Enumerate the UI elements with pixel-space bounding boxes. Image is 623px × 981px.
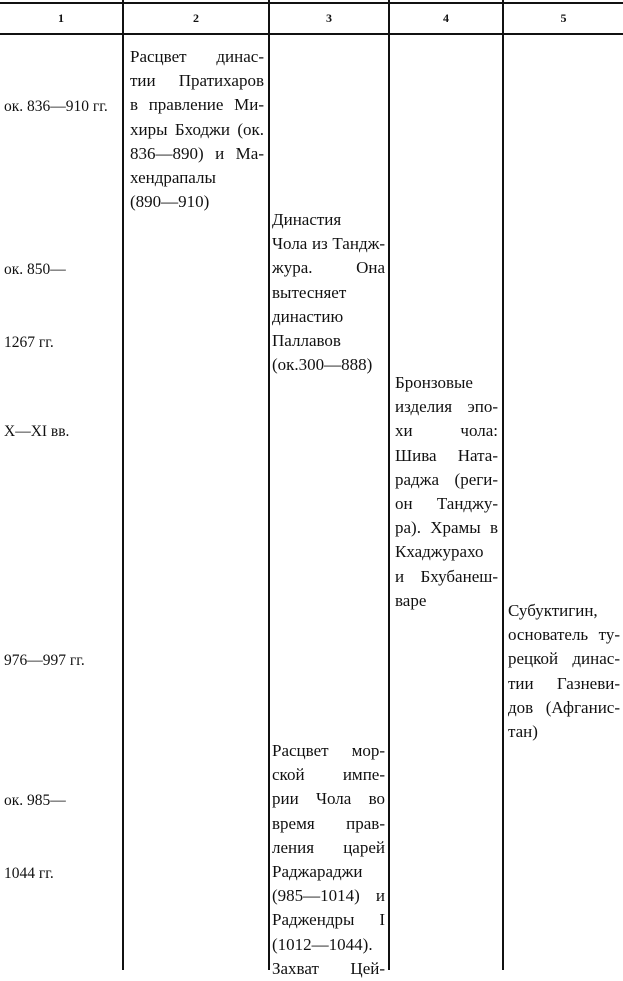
header-col-2: 2: [193, 10, 199, 25]
text-line: Династия: [272, 210, 342, 229]
text-line: (890—910): [130, 192, 210, 212]
date-line: X—XI вв.: [4, 423, 70, 441]
column-divider-1: [122, 0, 124, 970]
text-line: Бронзовые: [395, 373, 473, 392]
text-line: он Танджу-: [395, 494, 498, 514]
row-col3-text: [272, 739, 385, 981]
row-date: [4, 601, 85, 722]
text-line: изделия эпо-: [395, 397, 498, 417]
text-line: хендрапалы: [130, 168, 216, 188]
text-line: Шива Ната-: [395, 445, 498, 465]
row-col4-text: [395, 371, 498, 613]
text-line: дов (Афганис-: [508, 697, 620, 717]
row-date: [4, 741, 66, 935]
text-line: Раджендры I: [272, 910, 385, 930]
text-line: Раджараджи: [272, 862, 363, 882]
text-line: Паллавов: [272, 331, 341, 351]
text-line: Чола из Тандж-: [272, 234, 385, 254]
text-line: хи чола:: [395, 421, 498, 441]
text-line: тии Газневи-: [508, 673, 620, 693]
text-line: (ок.300—888): [272, 355, 373, 375]
date-line: 1267 гг.: [4, 334, 54, 352]
header-col-5: 5: [560, 10, 567, 25]
text-line: тан): [508, 722, 538, 742]
text-line: Расцвет динас-: [130, 47, 264, 66]
date-line: 976—997 гг.: [4, 652, 85, 670]
date-line: ок. 985—: [4, 792, 66, 810]
text-line: ской импе-: [272, 765, 385, 785]
text-line: 836—890) и Ма-: [130, 143, 264, 163]
text-line: династию: [272, 306, 344, 326]
row-col3-text: [272, 208, 385, 377]
text-line: ра). Храмы в: [395, 518, 498, 538]
header-col-1: 1: [58, 10, 64, 25]
header-col-3: 3: [326, 10, 332, 25]
row-date: [4, 47, 108, 168]
text-line: основатель ту-: [508, 625, 620, 645]
text-line: варе: [395, 590, 427, 610]
text-line: Кхаджурахо: [395, 542, 484, 562]
text-line: рецкой динас-: [508, 649, 620, 669]
text-line: Расцвет мор-: [272, 741, 385, 760]
text-line: в правление Ми-: [130, 95, 264, 115]
text-line: Захват Цей-: [272, 958, 385, 978]
text-line: рии Чола во: [272, 789, 385, 809]
row-date: [4, 372, 69, 493]
row-col2-text: [130, 45, 264, 214]
text-line: (985—1014) и: [272, 886, 385, 906]
header-bottom-border: [0, 33, 623, 35]
header-col-4: 4: [443, 10, 449, 25]
text-line: жура. Она: [272, 258, 385, 278]
text-line: (1012—1044).: [272, 934, 373, 954]
date-line: ок. 836—910 гг.: [4, 98, 108, 116]
text-line: и Бхубанеш-: [395, 566, 498, 586]
text-line: тии Пратихаров: [130, 71, 264, 91]
text-line: вытесняет: [272, 282, 347, 302]
date-line: ок. 850—: [4, 261, 66, 279]
date-line: 1044 гг.: [4, 865, 54, 883]
text-line: хиры Бходжи (ок.: [130, 119, 264, 139]
row-col5-text: [508, 599, 620, 744]
column-divider-2: [268, 0, 270, 970]
text-line: ления царей: [272, 837, 385, 857]
column-divider-4: [502, 0, 504, 970]
column-divider-3: [388, 0, 390, 970]
text-line: время прав-: [272, 813, 385, 833]
text-line: Субуктигин,: [508, 601, 598, 620]
text-line: раджа (реги-: [395, 469, 498, 489]
